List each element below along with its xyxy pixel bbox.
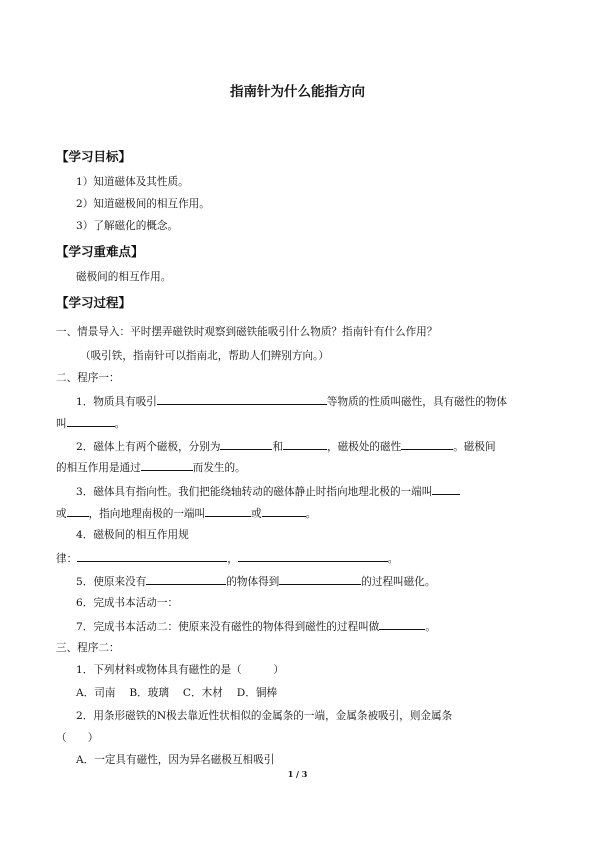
blank[interactable]	[262, 505, 306, 517]
blank[interactable]	[77, 550, 227, 562]
question-2-line-1: 2．磁体上有两个磁极，分别为 和 ，磁极处的磁性 。磁极间	[76, 438, 496, 454]
question-1-line-2: 叫 。	[56, 415, 125, 431]
question-4-line-1: 4．磁极间的相互作用规	[76, 529, 189, 541]
blank[interactable]	[220, 438, 272, 450]
question-3-line-1: 3．磁体具有指向性。我们把能绕轴转动的磁体静止时指向地理北极的一端叫	[76, 483, 460, 499]
part-three-heading: 三、程序二：	[56, 642, 120, 654]
blank[interactable]	[283, 438, 327, 450]
blank[interactable]	[279, 573, 361, 585]
question-4-line-2: 律： ， 。	[56, 550, 398, 566]
intro-question: 一、情景导入：平时摆弄磁铁时观察到磁铁能吸引什么物质？指南针有什么作用？	[56, 326, 438, 338]
section-heading-process: 【学习过程】	[56, 295, 132, 310]
intro-answer: （吸引铁，指南针可以指南北，帮助人们辨别方向。）	[80, 350, 329, 362]
mc-question-1-options: A．司南 B．玻璃 C．木材 D．铜棒	[76, 687, 278, 699]
blank[interactable]	[379, 618, 425, 630]
question-6: 6．完成书本活动一：	[76, 597, 179, 609]
section-heading-goals: 【学习目标】	[56, 149, 132, 164]
question-5: 5．使原来没有 的物体得到 的过程叫磁化。	[76, 573, 435, 589]
goal-item-2: 2）知道磁极间的相互作用。	[76, 198, 210, 210]
mc-question-2: 2．用条形磁铁的N极去靠近性状相似的金属条的一端，金属条被吸引，则金属条	[76, 710, 453, 722]
question-7: 7．完成书本活动二：使原来没有磁性的物体得到磁性的过程叫做 。	[76, 618, 436, 634]
mc-question-2-option-a: A．一定具有磁性，因为异名磁极互相吸引	[76, 754, 275, 766]
page-title: 指南针为什么能指方向	[230, 84, 365, 100]
blank[interactable]	[146, 573, 226, 585]
blank[interactable]	[238, 550, 388, 562]
goal-item-3: 3）了解磁化的概念。	[76, 220, 179, 232]
page-number: 1 / 3	[287, 769, 308, 779]
part-two-heading: 二、程序一：	[56, 372, 120, 384]
blank[interactable]	[67, 505, 89, 517]
question-3-line-2: 或 ，指向地理南极的一端叫 或 。	[56, 505, 316, 521]
mc-question-2-answer-paren: （ ）	[56, 732, 99, 744]
blank[interactable]	[67, 415, 115, 427]
mc-question-1: 1．下列材料或物体具有磁性的是（ ）	[76, 664, 285, 676]
blank[interactable]	[205, 505, 251, 517]
section-heading-keypoints: 【学习重难点】	[56, 244, 144, 259]
keypoint-text: 磁极间的相互作用。	[76, 271, 172, 283]
blank[interactable]	[432, 483, 460, 495]
blank[interactable]	[157, 393, 327, 405]
goal-item-1: 1）知道磁体及其性质。	[76, 176, 189, 188]
blank[interactable]	[141, 459, 193, 471]
question-2-line-2: 的相互作用是通过 而发生的。	[56, 459, 246, 475]
blank[interactable]	[401, 438, 453, 450]
question-1-line-1: 1．物质具有吸引 等物质的性质叫磁性，具有磁性的物体	[76, 393, 507, 409]
